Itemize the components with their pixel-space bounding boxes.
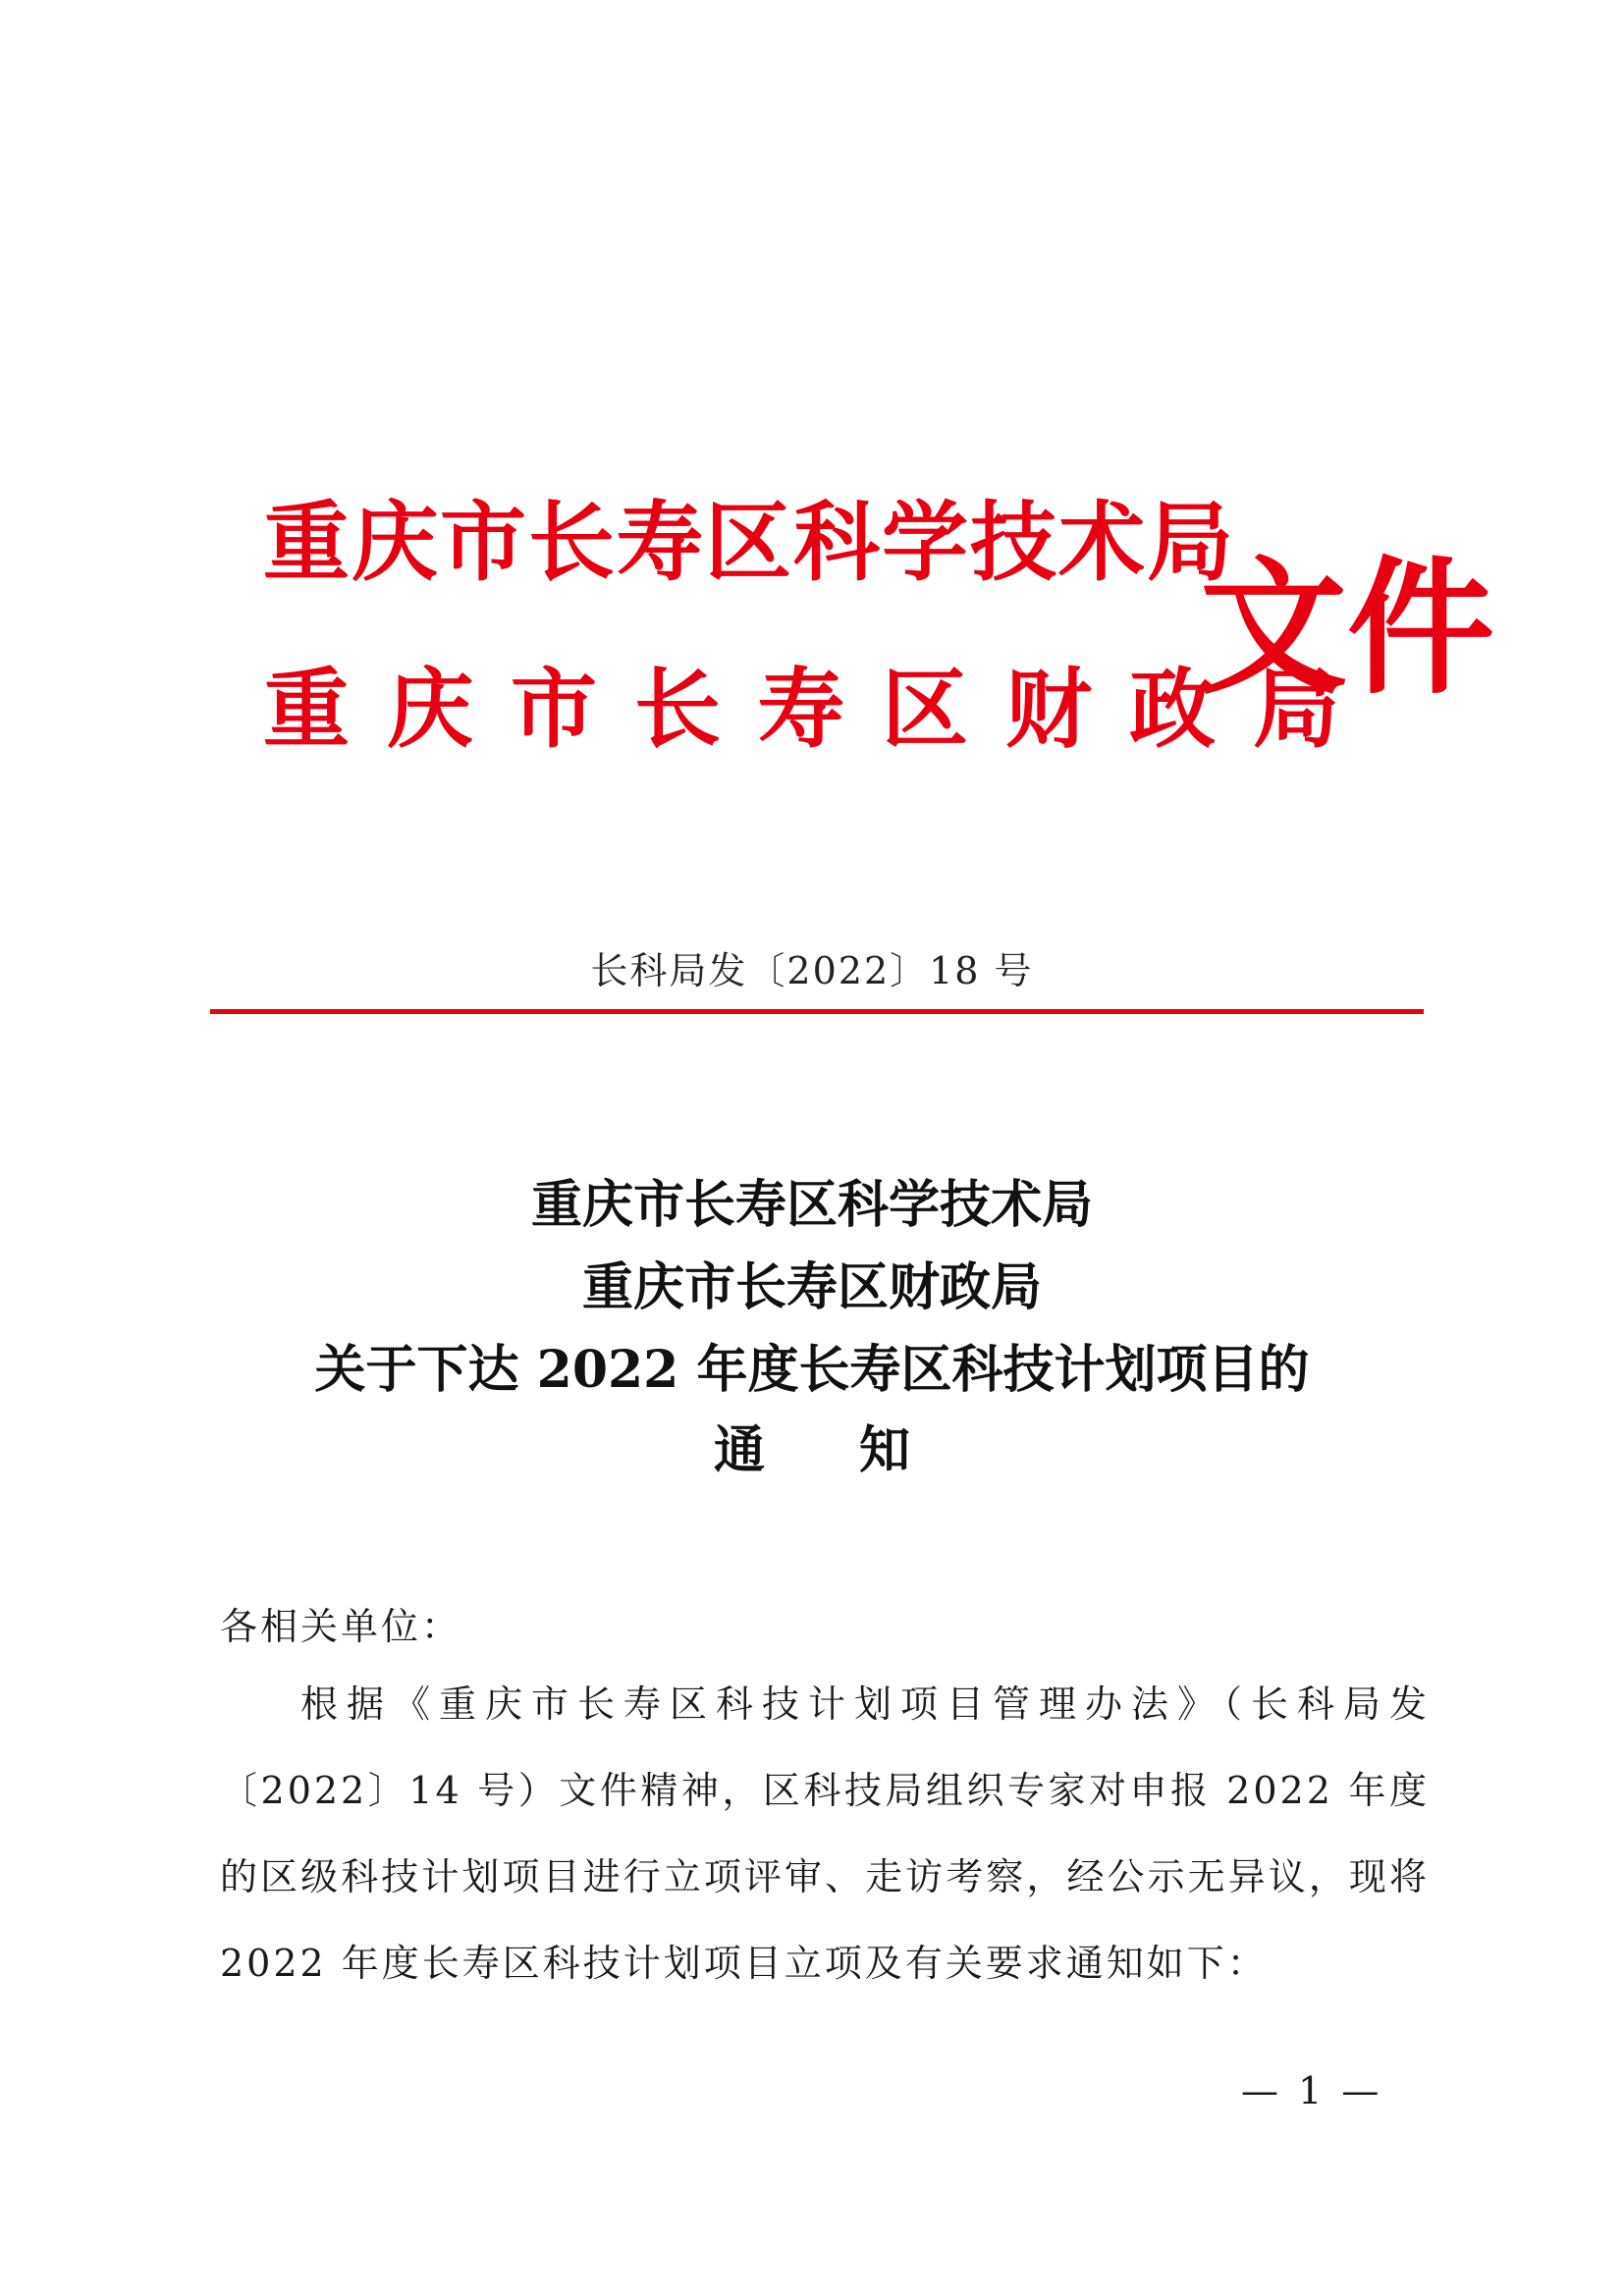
title-line-4: [0, 1420, 1624, 1480]
title-line-4-char-1: 通: [713, 1420, 765, 1480]
page-number: — 1 —: [1241, 2069, 1383, 2112]
issuing-org-1: 重庆市长寿区科学技术局: [263, 491, 1236, 593]
salutation: 各相关单位：: [220, 1605, 462, 1648]
issuing-org-2: 重庆市长寿区财政局: [263, 658, 1378, 760]
title-line-1: 重庆市长寿区科学技术局: [530, 1175, 1093, 1235]
body-paragraph: 根据《重庆市长寿区科技计划项目管理办法》（长科局发〔2022〕14 号）文件精神，区科技局组织专家对申报 2022 年度的区级科技计划项目进行立项评审、走访考察，经公示无异议，现将 2022 年度长寿区科技计划项目立项及有关要求通知如下：: [220, 1682, 1430, 1985]
document-word: 文件: [1200, 542, 1495, 715]
title-line-4-char-2: 知: [859, 1420, 911, 1480]
document-number: 长科局发〔2022〕18 号: [590, 949, 1034, 992]
title-line-3: 关于下达 2022 年度长寿区科技计划项目的: [314, 1340, 1310, 1400]
red-divider: [210, 1009, 1424, 1014]
document-header: [0, 0, 1624, 992]
title-line-2: 重庆市长寿区财政局: [581, 1257, 1042, 1317]
